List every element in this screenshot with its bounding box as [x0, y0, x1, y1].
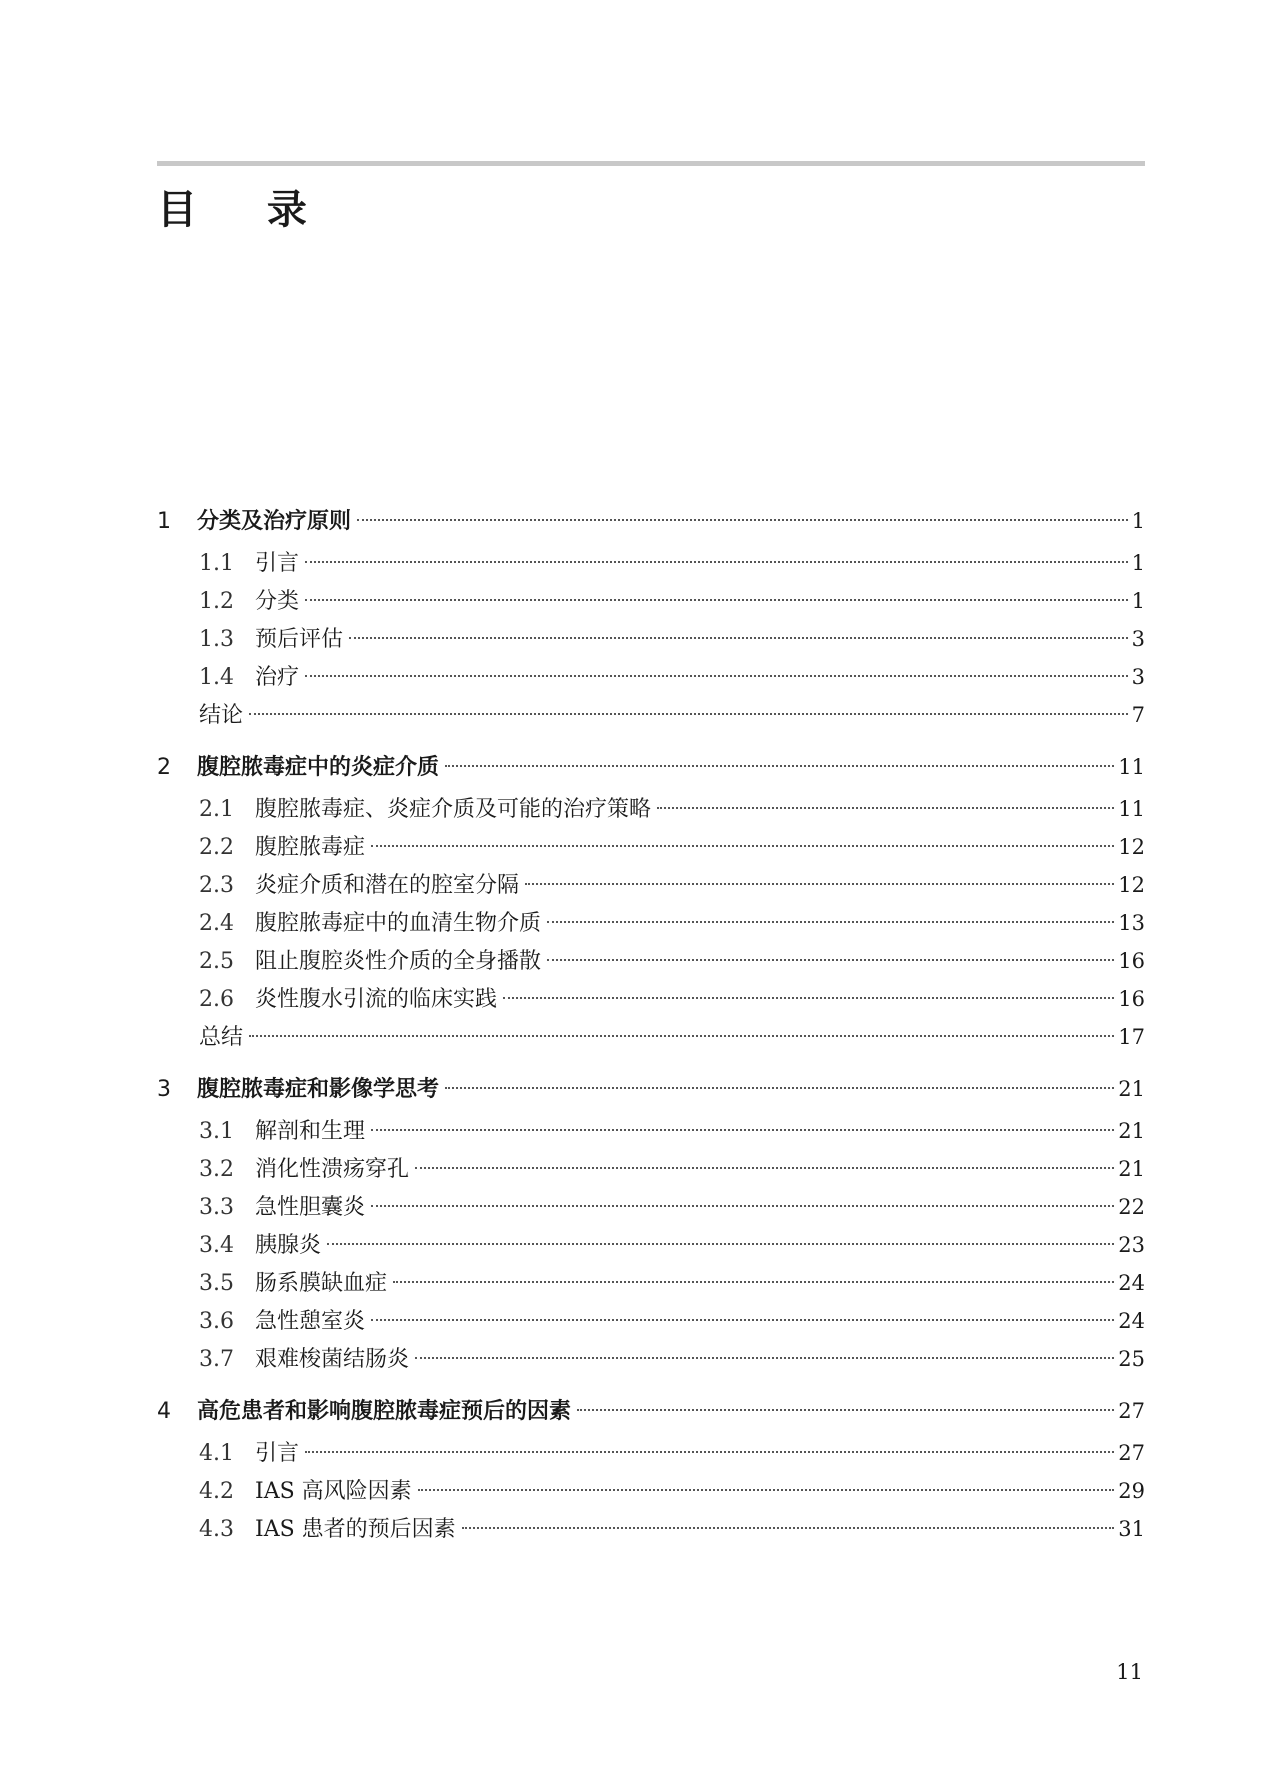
- toc-entry[interactable]: [157, 828, 1145, 866]
- dot-leader: [503, 997, 1114, 999]
- section-page: 3: [1131, 627, 1145, 651]
- section-page: 21: [1118, 1157, 1145, 1181]
- section-page: 24: [1118, 1271, 1145, 1295]
- chapter-number: 2: [157, 755, 171, 780]
- toc-entry[interactable]: [157, 1188, 1145, 1226]
- toc-entry[interactable]: [157, 1510, 1145, 1548]
- dot-leader: [657, 807, 1114, 809]
- section-number: 3.5: [199, 1271, 234, 1296]
- section-number: 3.1: [199, 1119, 234, 1144]
- section-number: 4.3: [199, 1517, 234, 1542]
- section-page: 13: [1118, 911, 1145, 935]
- toc-entry[interactable]: [157, 1150, 1145, 1188]
- section-page: 1: [1131, 551, 1145, 575]
- dot-leader: [249, 1035, 1114, 1037]
- section-title: 消化性溃疡穿孔: [255, 1157, 410, 1182]
- section-number: 2.2: [199, 835, 234, 860]
- dot-leader: [249, 713, 1128, 715]
- section-title: 炎症介质和潜在的腔室分隔: [255, 873, 520, 898]
- page-number: 11: [1116, 1660, 1143, 1684]
- toc-entry[interactable]: [157, 1226, 1145, 1264]
- section-page: 3: [1131, 665, 1145, 689]
- section-number: 1.3: [199, 627, 234, 652]
- toc-entry[interactable]: [157, 620, 1145, 658]
- section-title: 腹腔脓毒症: [255, 835, 366, 860]
- dot-leader: [305, 675, 1128, 677]
- top-rule: [157, 161, 1145, 166]
- chapter-number: 1: [157, 509, 171, 534]
- toc-entry[interactable]: [157, 790, 1145, 828]
- section-number: 4.1: [199, 1441, 234, 1466]
- dot-leader: [445, 1087, 1114, 1089]
- section-page: 16: [1118, 987, 1145, 1011]
- section-title: 预后评估: [255, 627, 344, 652]
- section-title: 引言: [255, 1441, 300, 1466]
- section-page: 12: [1118, 835, 1145, 859]
- section-number: 3.3: [199, 1195, 234, 1220]
- section-title: 结论: [199, 703, 244, 728]
- dot-leader: [393, 1281, 1114, 1283]
- section-number: 2.5: [199, 949, 234, 974]
- dot-leader: [547, 959, 1114, 961]
- toc-entry[interactable]: [157, 1472, 1145, 1510]
- section-title: 分类: [255, 589, 300, 614]
- toc-chapter-heading[interactable]: [157, 498, 1145, 544]
- dot-leader: [305, 1451, 1114, 1453]
- dot-leader: [371, 845, 1114, 847]
- section-title: 腹腔脓毒症、炎症介质及可能的治疗策略: [255, 797, 652, 822]
- section-page: 31: [1118, 1517, 1145, 1541]
- chapter-title: 腹腔脓毒症和影像学思考: [197, 1077, 440, 1102]
- section-page: 23: [1118, 1233, 1145, 1257]
- toc-entry[interactable]: [157, 1302, 1145, 1340]
- dot-leader: [445, 765, 1114, 767]
- section-page: 29: [1118, 1479, 1145, 1503]
- section-page: 11: [1118, 797, 1145, 821]
- toc-entry[interactable]: [157, 1264, 1145, 1302]
- section-title: 引言: [255, 551, 300, 576]
- section-title: IAS 患者的预后因素: [255, 1517, 456, 1542]
- section-title: 急性憩室炎: [255, 1309, 366, 1334]
- chapter-title: 腹腔脓毒症中的炎症介质: [197, 755, 440, 780]
- toc-entry-conclusion[interactable]: [157, 696, 1145, 734]
- toc-entry[interactable]: [157, 866, 1145, 904]
- dot-leader: [525, 883, 1114, 885]
- section-number: 2.3: [199, 873, 234, 898]
- toc-chapter-heading[interactable]: [157, 1388, 1145, 1434]
- dot-leader: [371, 1129, 1114, 1131]
- dot-leader: [327, 1243, 1114, 1245]
- section-title: 急性胆囊炎: [255, 1195, 366, 1220]
- toc-chapter-heading[interactable]: [157, 1066, 1145, 1112]
- toc-entry[interactable]: [157, 658, 1145, 696]
- section-page: 12: [1118, 873, 1145, 897]
- toc-chapter-4: [157, 1388, 1145, 1548]
- toc-chapter-1: [157, 498, 1145, 734]
- section-number: 3.6: [199, 1309, 234, 1334]
- dot-leader: [415, 1357, 1114, 1359]
- toc-entry[interactable]: [157, 1340, 1145, 1378]
- section-title: 艰难梭菌结肠炎: [255, 1347, 410, 1372]
- section-number: 2.1: [199, 797, 234, 822]
- toc-entry[interactable]: [157, 980, 1145, 1018]
- section-number: 2.4: [199, 911, 234, 936]
- chapter-page: 27: [1118, 1399, 1145, 1423]
- toc-chapter-heading[interactable]: [157, 744, 1145, 790]
- chapter-number: 3: [157, 1077, 171, 1102]
- table-of-contents: [157, 498, 1145, 1558]
- dot-leader: [305, 561, 1128, 563]
- dot-leader: [418, 1489, 1115, 1491]
- chapter-page: 11: [1118, 755, 1145, 779]
- section-number: 3.4: [199, 1233, 234, 1258]
- section-number: 4.2: [199, 1479, 234, 1504]
- toc-entry[interactable]: [157, 942, 1145, 980]
- toc-entry[interactable]: [157, 904, 1145, 942]
- dot-leader: [547, 921, 1114, 923]
- toc-entry-summary[interactable]: [157, 1018, 1145, 1056]
- dot-leader: [462, 1527, 1115, 1529]
- toc-entry[interactable]: [157, 544, 1145, 582]
- chapter-page: 1: [1131, 509, 1145, 533]
- section-number: 3.2: [199, 1157, 234, 1182]
- toc-entry[interactable]: [157, 1112, 1145, 1150]
- dot-leader: [415, 1167, 1114, 1169]
- section-number: 1.2: [199, 589, 234, 614]
- page-title: 目 录: [157, 187, 335, 233]
- chapter-title: 分类及治疗原则: [197, 509, 352, 534]
- section-title: 解剖和生理: [255, 1119, 366, 1144]
- dot-leader: [305, 599, 1128, 601]
- section-title: 腹腔脓毒症中的血清生物介质: [255, 911, 542, 936]
- section-page: 17: [1118, 1025, 1145, 1049]
- section-page: 27: [1118, 1441, 1145, 1465]
- section-title: 治疗: [255, 665, 300, 690]
- toc-entry[interactable]: [157, 1434, 1145, 1472]
- dot-leader: [577, 1409, 1114, 1411]
- section-number: 1.1: [199, 551, 234, 576]
- section-page: 16: [1118, 949, 1145, 973]
- section-title: IAS 高风险因素: [255, 1479, 412, 1504]
- toc-chapter-2: [157, 744, 1145, 1056]
- chapter-number: 4: [157, 1399, 171, 1424]
- section-page: 7: [1131, 703, 1145, 727]
- section-page: 25: [1118, 1347, 1145, 1371]
- section-number: 1.4: [199, 665, 234, 690]
- dot-leader: [357, 519, 1128, 521]
- toc-chapter-3: [157, 1066, 1145, 1378]
- chapter-title: 高危患者和影响腹腔脓毒症预后的因素: [197, 1399, 572, 1424]
- toc-entry[interactable]: [157, 582, 1145, 620]
- section-page: 24: [1118, 1309, 1145, 1333]
- section-page: 1: [1131, 589, 1145, 613]
- dot-leader: [371, 1319, 1114, 1321]
- section-number: 2.6: [199, 987, 234, 1012]
- section-title: 肠系膜缺血症: [255, 1271, 388, 1296]
- dot-leader: [349, 637, 1128, 639]
- dot-leader: [371, 1205, 1114, 1207]
- chapter-page: 21: [1118, 1077, 1145, 1101]
- section-page: 22: [1118, 1195, 1145, 1219]
- section-page: 21: [1118, 1119, 1145, 1143]
- section-title: 总结: [199, 1025, 244, 1050]
- section-title: 胰腺炎: [255, 1233, 322, 1258]
- section-number: 3.7: [199, 1347, 234, 1372]
- section-title: 阻止腹腔炎性介质的全身播散: [255, 949, 542, 974]
- section-title: 炎性腹水引流的临床实践: [255, 987, 498, 1012]
